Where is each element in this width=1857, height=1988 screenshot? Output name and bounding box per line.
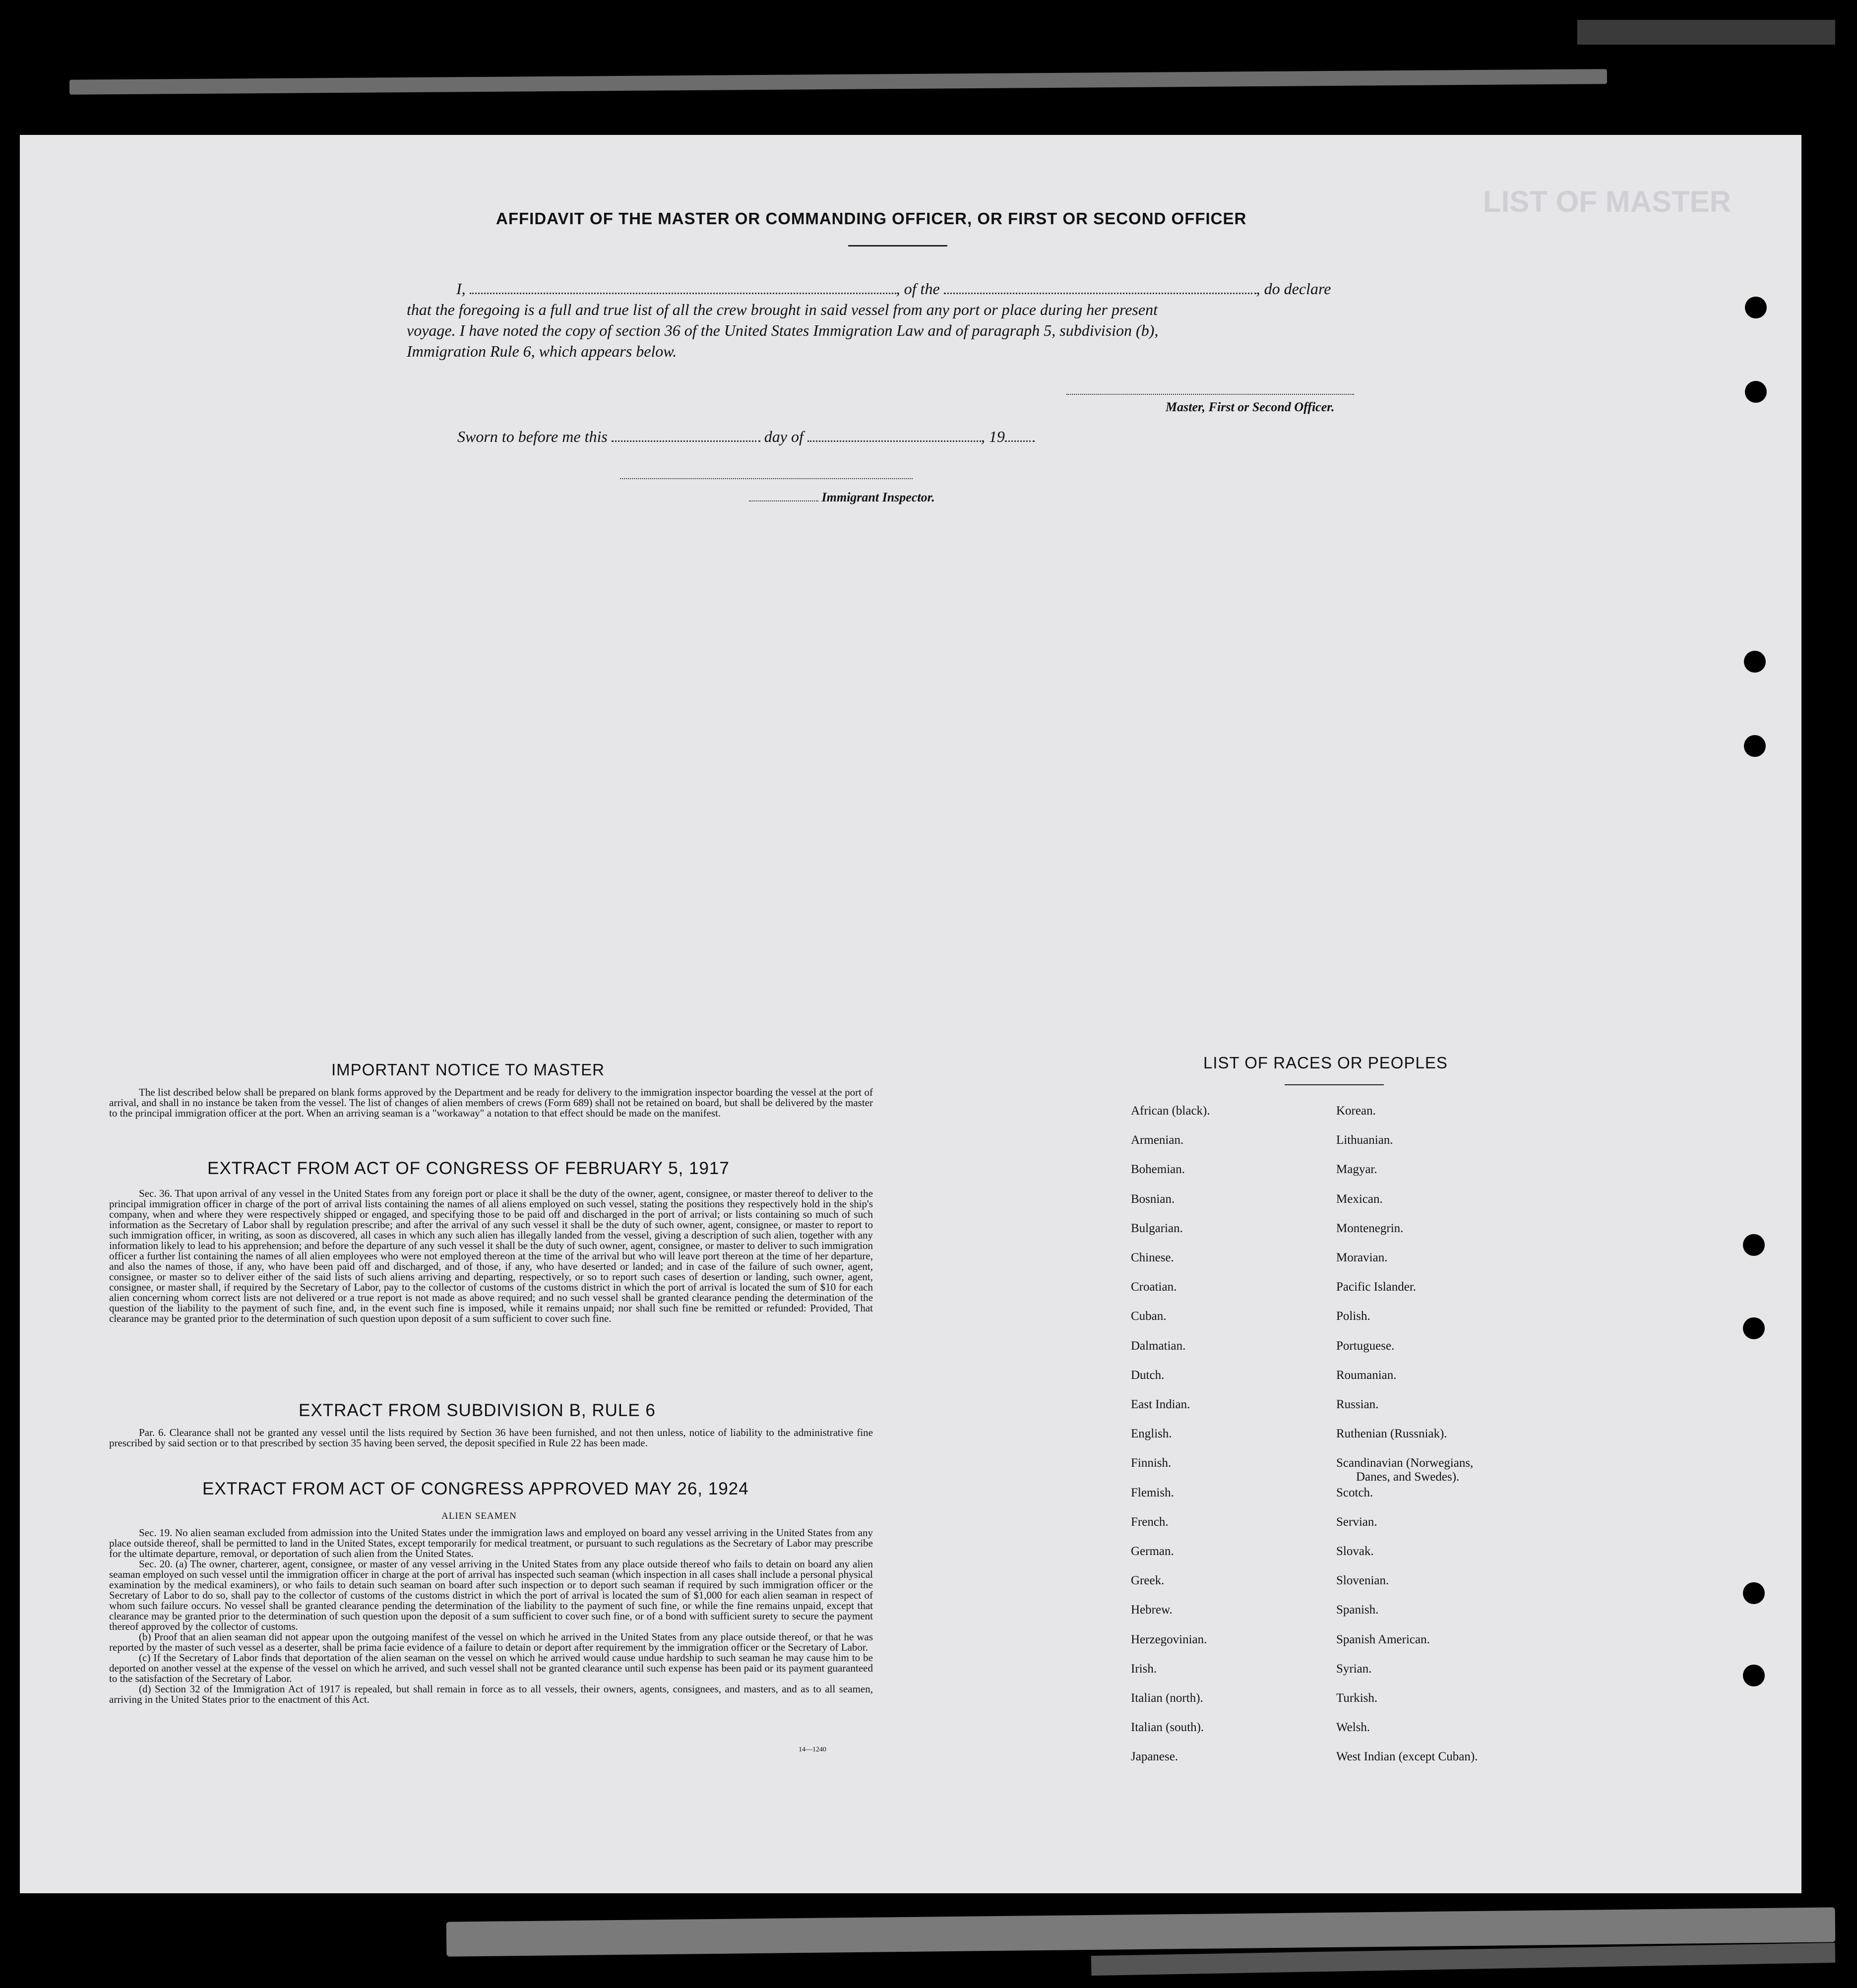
race-item: Dalmatian.: [1131, 1339, 1186, 1353]
day-blank[interactable]: [612, 440, 760, 442]
film-edge-top-right: [1577, 20, 1835, 45]
alien-seamen-subtitle: ALIEN SEAMEN: [441, 1511, 517, 1521]
race-item: Syrian.: [1336, 1662, 1372, 1676]
race-item: Spanish American.: [1336, 1632, 1430, 1646]
race-item: Italian (north).: [1131, 1691, 1203, 1705]
race-item: Magyar.: [1336, 1163, 1377, 1177]
race-item: Servian.: [1336, 1515, 1377, 1529]
punch-hole: [1743, 1582, 1765, 1604]
race-item: Scotch.: [1336, 1486, 1373, 1499]
race-item: Ruthenian (Russniak).: [1336, 1427, 1447, 1441]
race-item: Welsh.: [1336, 1721, 1370, 1735]
punch-hole: [1745, 297, 1767, 318]
inspector-signature-line[interactable]: [620, 478, 913, 479]
race-item: Herzegovinian.: [1131, 1632, 1207, 1646]
title-rule: [848, 245, 947, 247]
sec-20d-text: (d) Section 32 of the Immigration Act of 1917 is repealed, but shall remain in force as to all vessels, their owners, agents, consignees, and masters, and as to all seamen, arriving in the United States prior to the enactment of this Act.: [109, 1683, 873, 1705]
race-item: Dutch.: [1131, 1368, 1165, 1382]
race-item: Bohemian.: [1131, 1163, 1185, 1177]
inspector-line: [749, 490, 935, 505]
race-item: Slovak.: [1336, 1545, 1374, 1558]
sec-20c-text: (c) If the Secretary of Labor finds that deportation of the alien seaman on the vessel on which he arrived would cause undue hardship to such seaman he may cause him to be deported on another vessel at the expense of the vessel on which he arrived, and such vessel shall not be granted clearance until such expense has been paid or its payment guaranteed to the satisfaction of the Secretary of Labor.: [109, 1652, 873, 1684]
race-item: German.: [1131, 1545, 1174, 1558]
race-item: Montenegrin.: [1336, 1221, 1404, 1235]
sworn-line: [457, 428, 1035, 446]
race-item: Spanish.: [1336, 1603, 1379, 1617]
notice-text: The list described below shall be prepared on blank forms approved by the Department and be ready for delivery to the immigration inspector boarding the vessel at the port of arrival, and shall in no instance be taken from the vessel. The list of changes of alien members of crews (Form 689) shall not be retained on board, but shall be delivered by the master to the principal immigration officer at the port. When an arriving seaman is a "workaway" a notation to that effect should be made on the manifest.: [109, 1086, 873, 1119]
race-item: Cuban.: [1131, 1309, 1167, 1323]
sec-19-text: Sec. 19. No alien seaman excluded from admission into the United States under the immigration laws and employed on board any vessel arriving in the United States from any place outside thereof, shall be permitted to land in the United States, except temporarily for medical treatment, or pursuant to such regulations as the Secretary of Labor may prescribe for the ultimate departure, removal, or deportation of such alien from the United States.: [109, 1527, 873, 1559]
race-item: Danes, and Swedes).: [1356, 1470, 1460, 1484]
race-item: Mexican.: [1336, 1192, 1383, 1206]
affidavit-line-2: voyage. I have noted the copy of section 36 of the United States Immigration Law and of paragraph 5, subdivision (b),: [407, 321, 1159, 339]
punch-hole: [1744, 651, 1766, 673]
affidavit-line-3: Immigration Rule 6, which appears below.: [407, 342, 677, 360]
punch-hole: [1743, 1665, 1765, 1686]
affidavit-title: AFFIDAVIT OF THE MASTER OR COMMANDING OFFICER, OR FIRST OR SECOND OFFICER: [496, 209, 1247, 228]
extract-1917-text: Sec. 36. That upon arrival of any vessel in the United States from any foreign port or place it shall be the duty of the owner, agent, consignee, or master thereof to deliver to the principal immigration officer in charge of the port of arrival lists containing the names of all aliens employed on such vessel, stating the positions they respectively hold in the ship's company, when and where they were respectively shipped or engaged, and specifying those to be paid off and discharged in the port of arrival; or lists containing so much of such information as the Secretary of Labor shall by regulation prescribe; and after the arrival of any such vessel it shall be the duty of such owner, agent, consignee, or master to report to such immigration officer, in writing, as soon as discovered, all cases in which any such alien has illegally landed from the vessel, giving a description of such alien, together with any information likely to lead to his apprehension; and before the departure of any such vessel it shall be the duty of such owner, agent, consignee, or master to deliver to such immigration officer a further list containing the names of all alien employees who were not employed thereon at the time of the arrival but who will leave port thereon at the time of her departure, and also the names of those, if any, who have been paid off and discharged, and of those, if any, who have deserted or landed; and in case of the failure of such owner, agent, consignee, or master so to deliver either of the said lists of such aliens arriving and departing, respectively, or so to report such cases of desertion or landing, such owner, agent, consignee, or master shall, if required by the Secretary of Labor, pay to the collector of customs of the customs district in which the port of arrival is located the sum of $10 for each alien concerning whom correct lists are not delivered or a true report is not made as above required; and no such vessel shall be granted clearance pending the determination of the question of the liability to the payment of such fine, and, in the event such fine is imposed, while it remains unpaid; nor shall such fine be remitted or refunded: Provided, That clearance may be granted prior to the determination of such question upon deposit of a sum sufficient to cover such fine.: [109, 1187, 873, 1324]
race-item: Japanese.: [1131, 1750, 1178, 1764]
race-item: Polish.: [1336, 1309, 1370, 1323]
i-label: I,: [456, 280, 466, 298]
extract-rule6-text: Par. 6. Clearance shall not be granted any vessel until the lists required by Section 36 have been furnished, and not then unless, notice of liability to the administrative fine prescribed by said section or to that prescribed by section 35 having been served, the deposit specified in Rule 22 has been made.: [109, 1427, 873, 1449]
sworn-label: Sworn to before me this: [457, 428, 608, 445]
race-item: Portuguese.: [1336, 1339, 1395, 1353]
race-item: Russian.: [1336, 1398, 1379, 1411]
punch-hole: [1743, 1317, 1765, 1339]
punch-hole: [1745, 381, 1767, 403]
race-item: Greek.: [1131, 1574, 1165, 1588]
affidavit-line-1: that the foregoing is a full and true list of all the crew brought in said vessel from any port or place during her present: [407, 301, 1158, 318]
race-item: African (black).: [1131, 1104, 1210, 1118]
race-item: Scandinavian (Norwegians,: [1336, 1456, 1474, 1470]
extract-1917-title: EXTRACT FROM ACT OF CONGRESS OF FEBRUARY 5, 1917: [207, 1159, 730, 1178]
race-item: Moravian.: [1336, 1251, 1388, 1264]
sec-20a-text: Sec. 20. (a) The owner, charterer, agent, consignee, or master of any vessel arriving in the United States from any place outside thereof who fails to detain on board any alien seaman employed on such vessel until the immigration officer in charge at the port of arrival has inspected such seaman (which inspection in all cases shall include a personal physical examination by the medical examiners), or who fails to detain such seaman on board after such inspection or to deport such seaman if required by such immigration officer or the Secretary of Labor to do so, shall pay to the collector of customs of the customs district in which the port of arrival is located the sum of $1,000 for each alien seaman in respect of whom such failure occurs. No vessel shall be granted clearance pending the determination of the liability to the payment of such fine, or while the fine remains unpaid, except that clearance may be granted prior to the determination of such question upon the deposit of a sum sufficient to cover such fine, or of a bond with sufficient surety to secure the payment thereof approved by the collector of customs.: [109, 1558, 873, 1632]
vessel-blank[interactable]: [944, 293, 1256, 294]
race-item: Italian (south).: [1131, 1721, 1204, 1735]
day-of-label: day of: [764, 428, 804, 445]
extract-rule6-title: EXTRACT FROM SUBDIVISION B, RULE 6: [299, 1401, 656, 1420]
race-item: Bosnian.: [1131, 1192, 1175, 1206]
document-page: [20, 135, 1801, 1893]
extract-1924-title: EXTRACT FROM ACT OF CONGRESS APPROVED MAY 26, 1924: [202, 1479, 749, 1498]
do-declare-label: , do declare: [1256, 280, 1331, 298]
sec-20b-text: (b) Proof that an alien seaman did not appear upon the outgoing manifest of the vessel on which he arrived in the United States from any place outside thereof, or that he was reported by the master of such vessel as a deserter, shall be prima facie evidence of a failure to detain or deport after requirement by the immigration officer or the Secretary of Labor.: [109, 1631, 873, 1653]
race-item: Korean.: [1336, 1104, 1376, 1118]
race-item: Finnish.: [1131, 1456, 1172, 1470]
race-item: Turkish.: [1336, 1691, 1378, 1705]
race-item: English.: [1131, 1427, 1172, 1441]
master-signature-label: Master, First or Second Officer.: [1166, 400, 1335, 414]
inspector-blank[interactable]: [749, 500, 818, 501]
extract-1924-body: [109, 1528, 873, 1705]
notice-title: IMPORTANT NOTICE TO MASTER: [331, 1060, 605, 1079]
punch-hole: [1744, 735, 1766, 757]
race-item: Chinese.: [1131, 1251, 1174, 1264]
race-item: Croatian.: [1131, 1280, 1177, 1294]
races-title-rule: [1285, 1084, 1384, 1085]
form-number: 14—1240: [799, 1746, 826, 1753]
race-item: Irish.: [1131, 1662, 1157, 1676]
year-label: , 19: [981, 428, 1005, 445]
race-item: East Indian.: [1131, 1398, 1190, 1411]
affidavit-declare-line: [456, 280, 1331, 298]
race-item: French.: [1131, 1515, 1169, 1529]
master-signature-line[interactable]: [1066, 394, 1354, 395]
race-item: Roumanian.: [1336, 1368, 1397, 1382]
year-blank[interactable]: [1005, 440, 1035, 442]
race-item: Flemish.: [1131, 1486, 1174, 1499]
race-item: Armenian.: [1131, 1133, 1184, 1147]
race-item: Pacific Islander.: [1336, 1280, 1417, 1294]
of-the-label: , of the: [896, 280, 940, 298]
film-edge-top: [69, 69, 1607, 95]
race-item: Bulgarian.: [1131, 1221, 1183, 1235]
punch-hole: [1743, 1234, 1765, 1256]
name-blank[interactable]: [470, 293, 896, 294]
race-item: Hebrew.: [1131, 1603, 1173, 1617]
month-blank[interactable]: [807, 440, 981, 442]
race-item: Lithuanian.: [1336, 1133, 1393, 1147]
bleed-through-heading: LIST OF MASTER: [1483, 185, 1731, 218]
inspector-label: Immigrant Inspector.: [821, 490, 935, 504]
race-item: Slovenian.: [1336, 1574, 1389, 1588]
races-title: LIST OF RACES OR PEOPLES: [1203, 1054, 1448, 1072]
race-item: West Indian (except Cuban).: [1336, 1750, 1478, 1764]
